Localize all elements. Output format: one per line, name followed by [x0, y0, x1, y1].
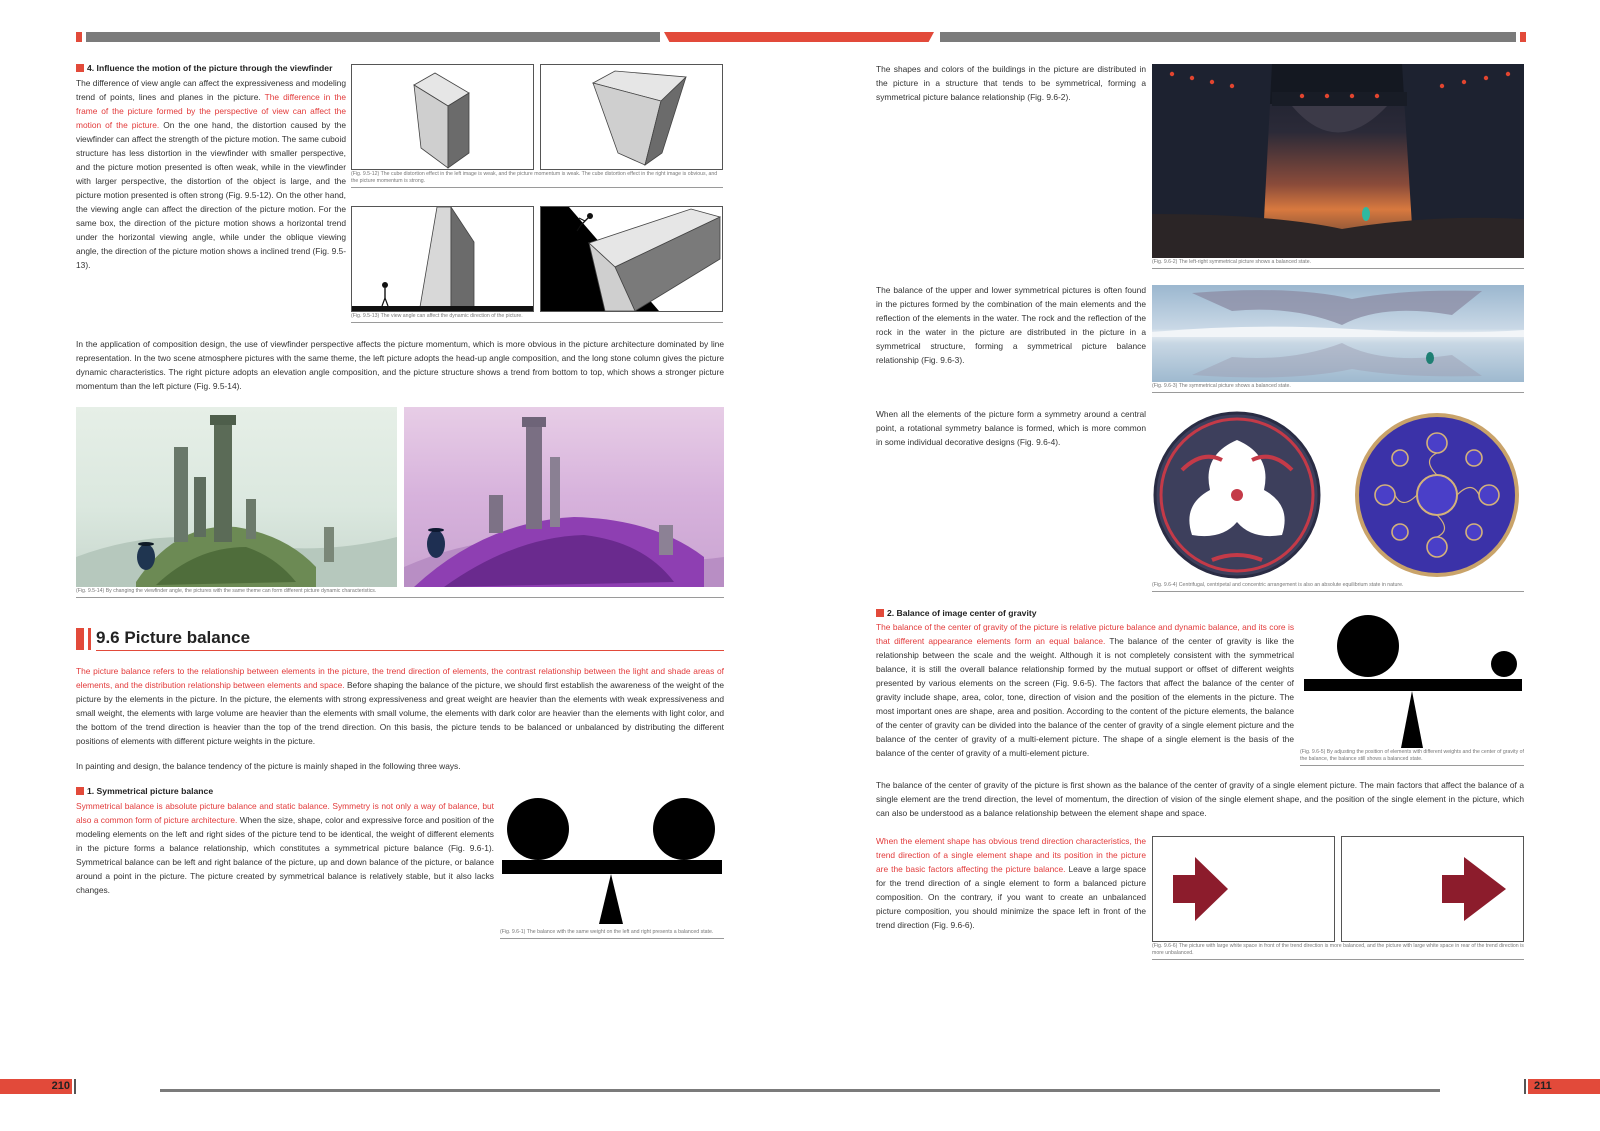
fig-9-6-6-unbalanced-arrow	[1341, 836, 1524, 942]
balance-ways-paragraph: In painting and design, the balance tendency of the picture is mainly shaped in the following three ways.	[76, 761, 461, 771]
top-bar-center	[664, 32, 934, 42]
footer-rule	[160, 1089, 1440, 1092]
upper-lower-symmetry-paragraph: The balance of the upper and lower symmetrical pictures is often found in the pictures formed by the combination of the main elements and the reflection of the elements in the water. The rock and the reflection of the rock in the water in the picture are distributed in the picture in a symmetrical structure, forming a symmetrical picture balance relationship (Fig. 9.6-3).	[876, 285, 1146, 365]
fig-9-5-14-left-photo	[76, 407, 397, 587]
fig-9-6-1-caption: (Fig. 9.6-1) The balance with the same weight on the left and right presents a balanced state.	[500, 929, 724, 939]
fig-9-6-3-reflection-scene	[1152, 285, 1524, 382]
trend-direction-paragraph: When the element shape has obvious trend direction characteristics, the trend direction of a single element shape and its position in the picture are the basic factors affecting the picture balance. Leave a large space for the trend direction of a single element to form a balanced picture composition. On the contrary, if you want to create an unbalanced picture composition, you should minimize the space left in front of the trend direction (Fig. 9.6-6).	[876, 836, 1146, 930]
page-number-left: 210	[51, 1080, 70, 1092]
footer-divider-left	[74, 1079, 76, 1094]
fig-9-5-12-left-cube	[351, 64, 534, 170]
top-bar-marker-left	[76, 32, 82, 42]
symmetric-buildings-paragraph: The shapes and colors of the buildings in the picture are distributed in the picture in a structure that tends to be symmetrical, forming a symmetrical picture balance relationship (Fig. 9.6-2).	[876, 64, 1146, 102]
single-element-paragraph: The balance of the center of gravity of the picture is first shown as the balance of the center of gravity of a single element picture. The main factors that affect the balance of a single element are the trend direction, the level of momentum, the direction of vision of the single element shape, and the position of the single element in the picture, which can also be understood as a balance relationship between the element shape and space.	[876, 780, 1524, 818]
rotational-symmetry-paragraph: When all the elements of the picture form a symmetry around a central point, a rotational symmetry balance is formed, which is more common in some individual decorative designs (Fig. 9.6-4).	[876, 409, 1146, 447]
fig-9-5-13-left	[351, 206, 534, 312]
fig-9-6-4-blue-ornament	[1352, 410, 1522, 580]
symmetrical-balance-paragraph: Symmetrical balance is absolute picture balance and static balance. Symmetry is not only a way of balance, but also a common form of picture architecture. When the size, shape, color and expressive force and position of the modeling elements on the left and right sides of the picture tend to be identical, the weight of different elements in the picture forms a balance relationship, which constitutes a symmetrical picture balance (Fig. 9.6-1). Symmetrical balance can be left and right balance of the picture, up and down balance of the picture, or balance around a point in the picture. The picture created by symmetrical balance is relatively stable, but it also lacks changes.	[76, 801, 494, 895]
fig-9-6-2-caption: (Fig. 9.6-2) The left-right symmetrical picture shows a balanced state.	[1152, 259, 1524, 269]
fig-9-5-13-caption: (Fig. 9.5-13) The view angle can affect the dynamic direction of the picture.	[351, 313, 723, 323]
section-title-underline	[96, 650, 724, 651]
top-bar-right	[940, 32, 1516, 42]
fig-9-6-3-caption: (Fig. 9.6-3) The symmetrical picture shows a balanced state.	[1152, 383, 1524, 393]
top-bar-left	[86, 32, 660, 42]
section-4-heading: 4. Influence the motion of the picture through the viewfinder	[76, 62, 346, 74]
symmetrical-balance-heading: 1. Symmetrical picture balance	[76, 785, 376, 797]
fig-9-5-12-right-cube	[540, 64, 723, 170]
fig-9-5-13-right	[540, 206, 723, 312]
footer-divider-right	[1524, 1079, 1526, 1094]
fig-9-6-5-caption: (Fig. 9.6-5) By adjusting the position of elements with different weights and the center of gravity of the balance, the balance still shows a balanced state.	[1300, 749, 1524, 766]
section-title-marker	[76, 628, 84, 650]
fig-9-5-12-caption: (Fig. 9.5-12) The cube distortion effect in the left image is weak, and the picture momentum is weak. The cube distortion effect in the right image is obvious, and the picture momentum is strong.	[351, 171, 723, 188]
viewfinder-paragraph: In the application of composition design, the use of viewfinder perspective affects the picture momentum, which is more obvious in the picture architecture dominated by line representation. In the two scene atmosphere pictures with the same theme, the left picture adopts the head-up angle composition, and the long stone column gives the picture dynamic characteristics. The right picture adopts an elevation angle composition, and the picture structure shows a trend from bottom to top, which shows a stronger picture momentum than the left picture (Fig. 9.5-14).	[76, 339, 724, 391]
center-of-gravity-paragraph: The balance of the center of gravity of the picture is relative picture balance and dynamic balance, and its core is that different appearance elements form an equal balance. The balance of the center of gravity is like the relationship between the scale and the weight. Although it is not completely consistent with the symmetrical balance, it is still the overall balance relationship formed by the mutual support or offset of different weights presented by various elements on the screen (Fig. 9.6-5). The factors that affect the balance of the center of gravity include shape, area, color, tone, direction of vision and the position of the elements in the picture. The most important ones are shape, area and position. According to the content of the picture elements, the balance of the center of gravity can be divided into the balance of the center of gravity of a single element picture and the balance of the center of gravity of a multi-element picture. The shape of a single element is the basis of the balance of the center of gravity of a multi-element picture.	[876, 622, 1295, 758]
fig-9-6-5-balance-scale	[1300, 612, 1524, 748]
fig-9-6-1-balance-scale	[500, 792, 724, 928]
fig-9-5-14-right-photo	[404, 407, 724, 587]
fig-9-6-4-caption: (Fig. 9.6-4) Centrifugal, centripetal and concentric arrangement is also an absolute equilibrium state in nature.	[1152, 582, 1524, 592]
section-title-marker-thin	[88, 628, 91, 650]
picture-balance-paragraph: The picture balance refers to the relationship between elements in the picture, the trend direction of elements, the contrast relationship between the light and shade areas of elements, and the distribution relationship between elements and space. Before shaping the balance of the picture, we should first establish the awareness of the weight of the picture by the elements in the picture. In the picture, the elements with strong expressiveness and great weight are heavier than the elements with weak expressiveness and small weight, the elements with large volume are heavier than the elements with small volume, the elements with dark color are heavier than the elements with light color, and the bottom of the trend direction is heavier than the top of the trend direction. On this basis, the picture tends to be balanced or unbalanced by distributing the different positions of elements with different picture weights in the picture.	[76, 666, 724, 746]
fig-9-6-4-red-ornament	[1152, 410, 1322, 580]
fig-9-5-14-caption: (Fig. 9.5-14) By changing the viewfinder angle, the pictures with the same theme can form different picture dynamic characteristics.	[76, 588, 724, 598]
section-4-paragraph: The difference of view angle can affect the expressiveness and modeling trend of points, lines and planes in the picture. The difference in the frame of the picture formed by the perspective of view can affect the motion of the picture. On the one hand, the distortion caused by the viewfinder can affect the strength of the picture motion. The same cuboid structure has less distortion in the viewfinder with smaller perspective, and the picture motion presented is often weak, while in the viewfinder with larger perspective, the distortion of the object is large, and the picture motion presented is often strong (Fig. 9.5-12). On the other hand, the viewing angle can affect the direction of the picture motion. For the same box, the direction of the picture motion shows a horizontal trend under the horizontal viewing angle, while under the oblique viewing angle, the direction of the picture motion shows a inclined trend (Fig. 9.5-13).	[76, 78, 347, 270]
fig-9-6-2-symmetric-scene	[1152, 64, 1524, 258]
fig-9-6-6-caption: (Fig. 9.6-6) The picture with large white space in front of the trend direction is more balanced, and the picture with large white space in rear of the trend direction is more unbalanced.	[1152, 943, 1524, 960]
top-bar-marker-right	[1520, 32, 1526, 42]
center-of-gravity-heading: 2. Balance of image center of gravity	[876, 607, 1176, 619]
page-number-right: 211	[1534, 1080, 1552, 1092]
fig-9-6-6-balanced-arrow	[1152, 836, 1335, 942]
section-9-6-title: 9.6 Picture balance	[96, 628, 251, 647]
